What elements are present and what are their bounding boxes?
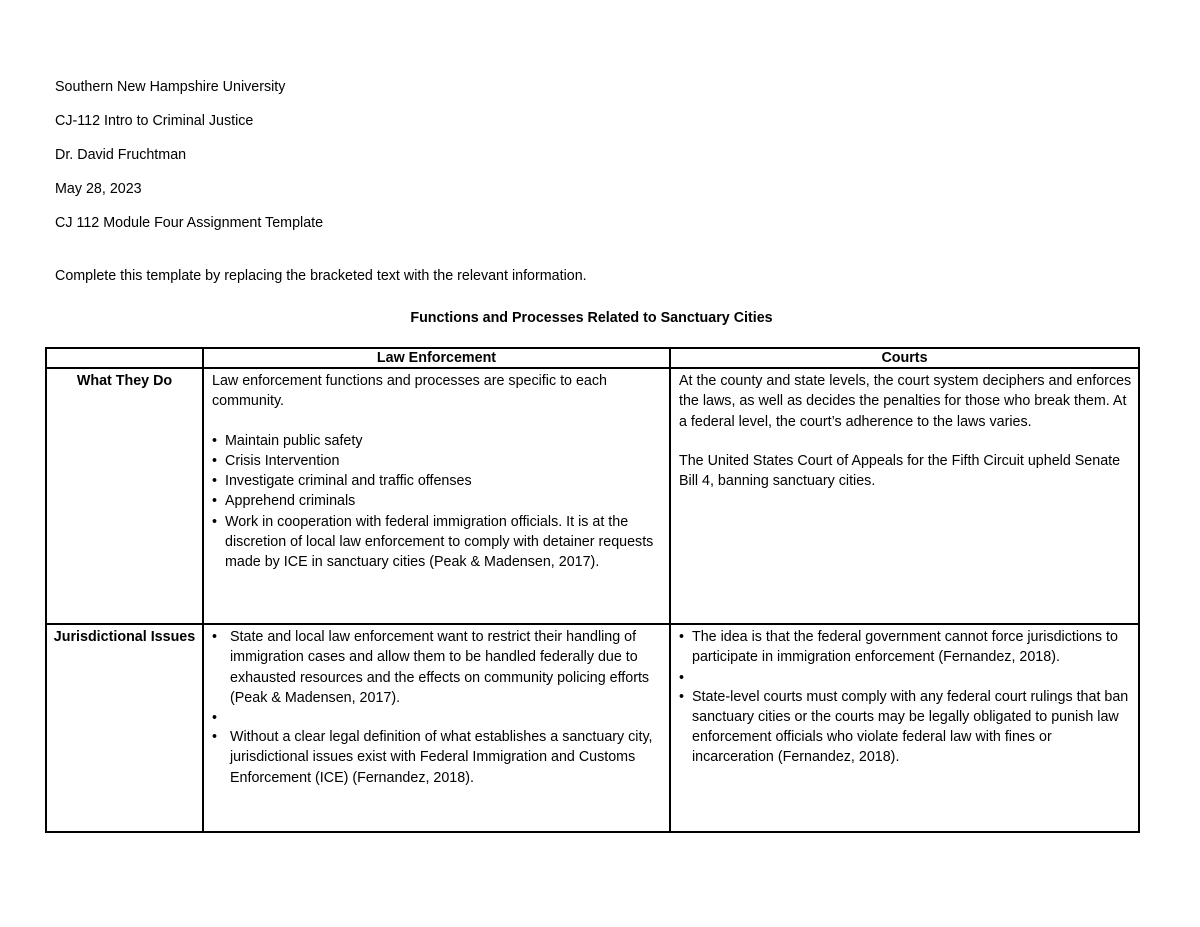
sanctuary-cities-table: [45, 347, 1140, 833]
list-item: • Investigate criminal and traffic offenses: [212, 471, 663, 491]
header-courts: Courts: [670, 348, 1139, 368]
cell-law-enforcement-jurisdiction: [203, 624, 670, 832]
header-empty-cell: [46, 348, 203, 368]
table-title: Functions and Processes Related to Sanctuary Cities: [410, 310, 773, 326]
assignment-line: CJ 112 Module Four Assignment Template: [55, 215, 324, 231]
list-item: • State-level courts must comply with any federal court rulings that ban sanctuary cities or the courts may be legally obligated to punish law enforcement officials who violate federal law with fines or incarceration (Fernandez, 2018).: [679, 687, 1132, 768]
row-label-what-they-do: What They Do: [46, 368, 203, 624]
table-row-jurisdictional-issues: [46, 624, 1139, 832]
list-item: • The idea is that the federal government cannot force jurisdictions to participate in immigration enforcement (Fernandez, 2018).: [679, 627, 1132, 668]
cell-law-enforcement-what-they-do: [203, 368, 670, 624]
row-label-jurisdictional-issues: Jurisdictional Issues: [46, 624, 203, 832]
list-item: • Maintain public safety: [212, 431, 663, 451]
course-line: CJ-112 Intro to Criminal Justice: [55, 113, 254, 129]
law-enforcement-functions-list: [212, 431, 663, 573]
cell-courts-jurisdiction: [670, 624, 1139, 832]
list-item: • Work in cooperation with federal immigration officials. It is at the discretion of local law enforcement to comply with detainer requests made by ICE in sanctuary cities (Peak & Madensen, 2017).: [212, 512, 663, 573]
header-law-enforcement: Law Enforcement: [203, 348, 670, 368]
instructor-line: Dr. David Fruchtman: [55, 147, 187, 163]
list-item: • Apprehend criminals: [212, 491, 663, 511]
cell-courts-what-they-do: [670, 368, 1139, 624]
list-item: • State and local law enforcement want to restrict their handling of immigration cases and allow them to be handled federally due to exhausted resources and the effects on community policing efforts (Peak & Madensen, 2017).: [212, 627, 663, 708]
list-item: • Without a clear legal definition of what establishes a sanctuary city, jurisdictional issues exist with Federal Immigration and Customs Enforcement (ICE) (Fernandez, 2018).: [212, 727, 663, 788]
table-row-what-they-do: [46, 368, 1139, 624]
table-header-row: [46, 348, 1139, 368]
courts-paragraph: The United States Court of Appeals for the Fifth Circuit upheld Senate Bill 4, banning sanctuary cities.: [679, 452, 1121, 490]
list-item: • Crisis Intervention: [212, 451, 663, 471]
instructions-text: Complete this template by replacing the bracketed text with the relevant information.: [55, 268, 587, 284]
university-line: Southern New Hampshire University: [55, 79, 286, 95]
law-enforcement-issues-list: [212, 627, 663, 788]
law-enforcement-intro: Law enforcement functions and processes are specific to each community.: [212, 373, 607, 410]
date-line: May 28, 2023: [55, 181, 142, 197]
courts-issues-list: [679, 627, 1132, 768]
courts-paragraph: At the county and state levels, the court system deciphers and enforces the laws, as well as decides the penalties for those who break them. At a federal level, the court’s adherence to the laws varies.: [679, 373, 1132, 430]
